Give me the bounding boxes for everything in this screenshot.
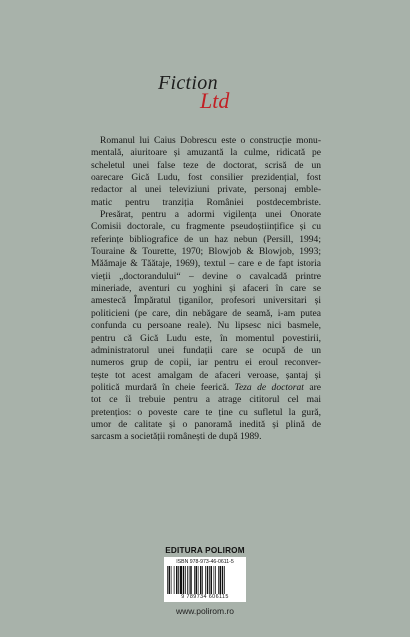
barcode-digits: 9 789734 606115 <box>181 594 229 600</box>
isbn-number: ISBN 978-973-46-0611-5 <box>176 559 234 565</box>
blurb-line: sarcasm a societății românești de după 1989. <box>91 431 262 443</box>
blurb-line: umor de calitate și o panoramă inedită și plină de <box>91 418 321 430</box>
blurb-line: vieții „doctorandului“ – devine o cavalcadă printre <box>91 270 321 282</box>
blurb-line: amestecă Împăratul țiganilor, profesori universitari și <box>91 295 321 307</box>
blurb-line: Romanul lui Caius Dobrescu este o construcție monu- <box>100 135 321 146</box>
blurb-line: Presărat, pentru a adormi vigilența unei Onorate <box>100 209 321 221</box>
blurb-line: administratorul unei fundații care se ocupă de un <box>91 344 321 356</box>
blurb-line: mentală, aiuritoare și amuzantă la culme, ridicată pe <box>91 147 321 159</box>
blurb-line: referințe bibliografice de un haz nebun (Persill, 1994; <box>91 233 321 245</box>
blurb-line: pretențios: o poveste care te ține cu sufletul la gură, <box>91 406 321 418</box>
blurb-line: scheletul unei false teze de doctorat, scrisă de un <box>91 159 321 171</box>
blurb-line: numeros grup de copii, iar pentru ei eroul reconver- <box>91 357 321 369</box>
blurb-line: Comisii doctorale, cu fragmente pseudoștiințifice și cu <box>91 221 321 233</box>
blurb-line: Măămaje & Tăătaje, 1969), textul – care e de fapt istoria <box>91 258 321 270</box>
blurb-line: tește tot acest amalgam de afaceri veroase, șantaj și <box>91 369 321 381</box>
publisher-name: EDITURA POLIROM <box>165 546 245 555</box>
blurb-line: confunda cu persoane reale). Nu lipsesc nici basmele, <box>91 320 321 332</box>
isbn-barcode <box>164 557 246 602</box>
blurb-line: redactor al unei televiziuni private, personaj emble- <box>91 184 321 196</box>
logo-fiction-text: Fiction <box>158 72 218 94</box>
blurb-line: politică murdară în cheie feerică. Teza de doctorat are <box>91 381 321 393</box>
blurb-line: tot ce îi trebuie pentru a atrage cititorul cel mai <box>91 394 321 406</box>
back-cover-blurb <box>91 135 321 444</box>
blurb-line: Touraine & Tourette, 1970; Blowjob & Blowjob, 1993; <box>91 246 321 258</box>
book-title-italic: Teza de doctorat <box>234 381 304 393</box>
barcode-bars <box>166 566 244 594</box>
blurb-line: politicieni (pe care, din nebăgare de seamă, i-am putea <box>91 307 321 319</box>
publisher-website: www.polirom.ro <box>175 606 235 616</box>
blurb-line: mineriade, aventuri cu yoghini și afaceri în care se <box>91 283 321 295</box>
logo-ltd-text: Ltd <box>200 88 230 113</box>
fiction-ltd-logo <box>150 70 260 120</box>
blurb-line: pentru că Gică Ludu este, în momentul povestirii, <box>91 332 321 344</box>
blurb-line: oarecare Gică Ludu, fost consilier prezidențial, fost <box>91 172 321 184</box>
blurb-line: matic pentru tranziția României postdecembriste. <box>91 196 321 208</box>
